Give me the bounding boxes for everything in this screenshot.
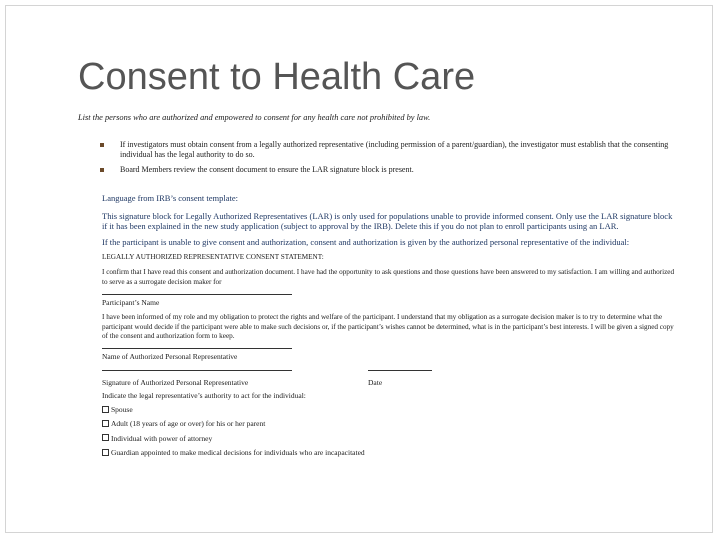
rep-signature-line[interactable] [102, 370, 292, 371]
statement-heading: LEGALLY AUTHORIZED REPRESENTATIVE CONSENT STATEMENT: [102, 252, 324, 261]
authority-option [102, 419, 677, 428]
authority-option-label: Individual with power of attorney [111, 433, 213, 443]
bullet-item [100, 165, 680, 175]
square-bullet-icon [100, 168, 104, 172]
authority-option [102, 405, 677, 414]
slide-title: Consent to Health Care [78, 56, 476, 98]
bullet-list [100, 140, 680, 179]
bullet-text: Board Members review the consent document to ensure the LAR signature block is present. [120, 164, 414, 174]
checkbox-icon[interactable] [102, 434, 109, 441]
template-intro: Language from IRB’s consent template: [102, 193, 238, 203]
authority-option-label: Guardian appointed to make medical decisions for individuals who are incapacitated [111, 448, 365, 458]
authority-prompt: Indicate the legal representative’s authority to act for the individual: [102, 390, 306, 400]
square-bullet-icon [100, 143, 104, 147]
slide-subtitle: List the persons who are authorized and empowered to consent for any health care not prohibited by law. [78, 113, 431, 122]
signature-block-note: This signature block for Legally Authorized Representatives (LAR) is only used for populations unable to provide informed consent. Only use the LAR signature block if it has been explained in the new study application (subject to approval by the IRB). Delete this if you do not plan to enroll participants using an LAR. [102, 210, 673, 232]
rep-name-label: Name of Authorized Personal Representative [102, 352, 238, 362]
participant-name-label: Participant’s Name [102, 297, 160, 307]
signature-label-row [102, 378, 677, 391]
consent-template-excerpt [102, 193, 677, 462]
signature-row [102, 368, 677, 378]
bullet-text: If investigators must obtain consent from a legally authorized representative (including permission of a parent/guardian), the investigator must establish that the consenting individual has the legal authority to do so. [120, 140, 669, 160]
date-label: Date [368, 377, 383, 387]
bullet-item [100, 140, 680, 161]
checkbox-icon[interactable] [102, 420, 109, 427]
rep-signature-label: Signature of Authorized Personal Representative [102, 377, 249, 387]
checkbox-icon[interactable] [102, 406, 109, 413]
date-line[interactable] [368, 370, 432, 371]
unable-note: If the participant is unable to give consent and authorization, consent and authorization is given by the authorized personal representative of the individual: [102, 236, 630, 247]
authority-option-label: Spouse [111, 404, 133, 414]
rep-name-line[interactable] [102, 348, 292, 349]
authority-option [102, 434, 677, 443]
confirm-text: I confirm that I have read this consent and authorization document. I have had the opportunity to ask questions and those questions have been answered to my satisfaction. I am willing and authorized to serve as a surrogate decision maker for [102, 268, 675, 286]
informed-text: I have been informed of my role and my obligation to protect the rights and welfare of the participant. I understand that my obligation as a surrogate decision maker is to try to determine what the participant would decide if the participant were able to make such decisions or, if the participant’s wishes cannot be determined, what is in the participant’s best interests. I will be given a signed copy of the consent and authorization form to keep. [102, 313, 674, 341]
authority-option [102, 448, 677, 457]
participant-name-line[interactable] [102, 294, 292, 295]
authority-option-label: Adult (18 years of age or over) for his or her parent [111, 419, 266, 429]
checkbox-icon[interactable] [102, 449, 109, 456]
